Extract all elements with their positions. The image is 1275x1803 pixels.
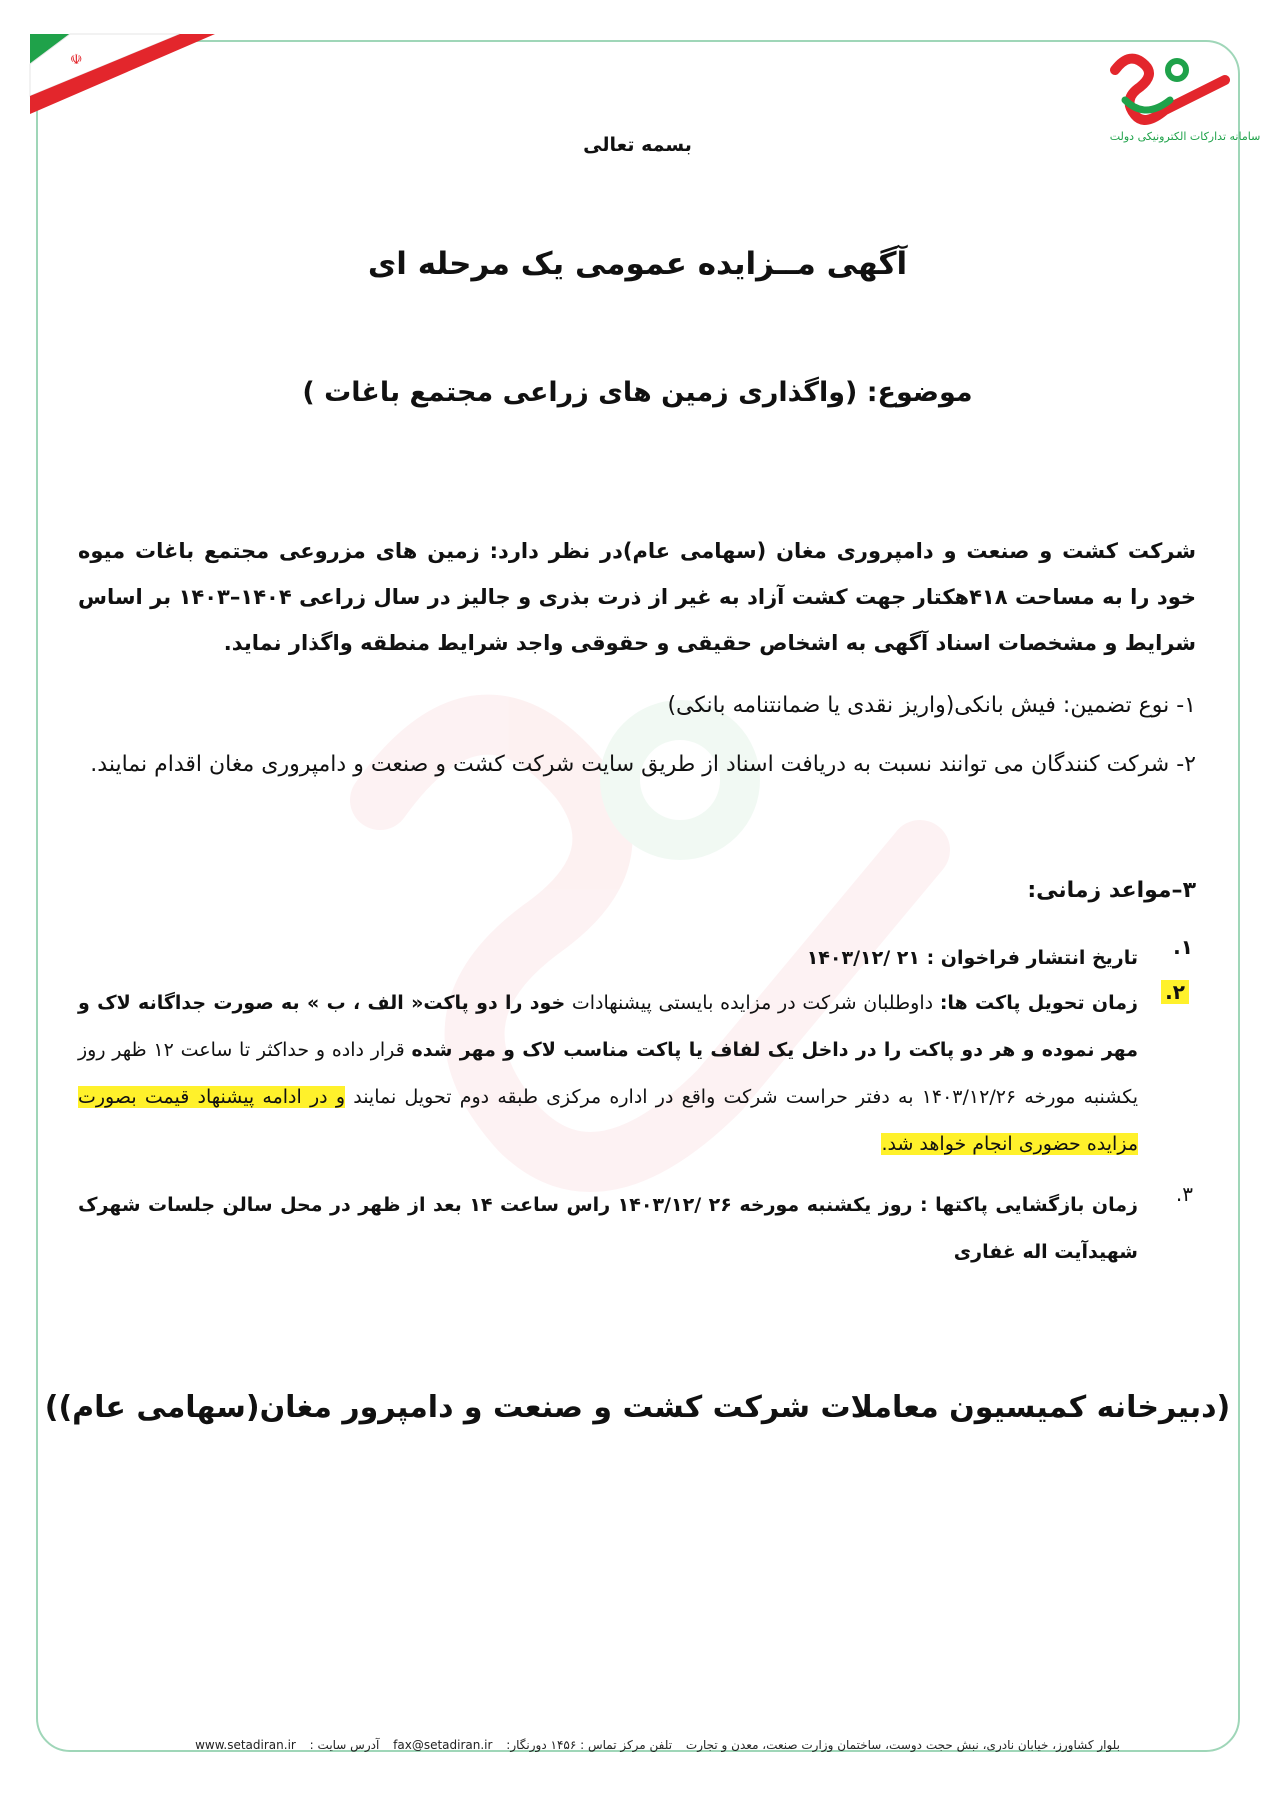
footer-site-label: آدرس سایت :: [309, 1738, 380, 1752]
setad-logo: [1095, 40, 1261, 180]
footer-fax: fax@setadiran.ir: [393, 1738, 493, 1752]
delivery-label: زمان تحویل پاکت ها:: [939, 992, 1138, 1014]
clause-guarantee: ۱- نوع تضمین: فیش بانکی(واریز نقدی یا ضمانتنامه بانکی): [667, 693, 1196, 718]
page-title: آگهی مــزایده عمومی یک مرحله ای: [367, 246, 908, 282]
delivery-text-a: داوطلبان شرکت در مزایده بایستی پیشنهادات: [565, 992, 940, 1014]
closing-signature: (دبیرخانه کمیسیون معاملات شرکت کشت و صنعت و دامپرور مغان(سهامی عام)): [44, 1390, 1231, 1425]
subject-line: موضوع: (واگذاری زمین های زراعی مجتمع باغات ): [302, 377, 973, 408]
item-publication-date: تاریخ انتشار فراخوان : ۲۱ /۱۴۰۳/۱۲: [806, 947, 1138, 969]
clause-deadlines-heading: ۳–مواعد زمانی:: [1027, 878, 1196, 903]
iran-flag-ribbon: [30, 34, 220, 134]
item-number-2: ۲.: [1161, 980, 1189, 1004]
footer-site: www.setadiran.ir: [195, 1738, 296, 1752]
item-envelope-delivery: [78, 980, 1138, 1168]
basmala: بسمه تعالی: [583, 134, 692, 156]
clause-documents: ۲- شرکت کنندگان می توانند نسبت به دریافت اسناد از طریق سایت شرکت کشت و صنعت و دامپروری مغان اقدام نمایند.: [90, 752, 1196, 777]
item-opening-time: زمان بازگشایی پاکتها : روز یکشنبه مورخه ۲۶ /۱۴۰۳/۱۲ راس ساعت ۱۴ بعد از ظهر در محل سالن جلسات شهرک شهیدآیت اله غفاری: [78, 1194, 1138, 1263]
page-footer: [160, 1738, 1120, 1752]
item-number-3: ۳.: [1175, 1182, 1193, 1206]
footer-address: بلوار کشاورز، خیابان نادری، نبش حجت دوست، ساختمان وزارت صنعت، معدن و تجارت: [685, 1738, 1120, 1752]
footer-phone: تلفن مرکز تماس : ۱۴۵۶ دورنگار:: [506, 1738, 673, 1752]
logo-text: سامانه تدارکات الکترونیکی دولت: [1109, 130, 1261, 143]
delivery-bold-a: خود را دو پاکت« الف ، ب » به صورت جداگانه لاک و مهر نموده و هر دو پاکت را در داخل یک لفاف یا پاکت مناسب لاک و مهر شده: [78, 992, 1138, 1061]
delivery-text-b: قرار داده و حداکثر تا ساعت ۱۲ ظهر روز یکشنبه مورخه ۱۴۰۳/۱۲/۲۶ به دفتر حراست شرکت واقع در اداره مرکزی طبقه دوم تحویل نمایند: [78, 1039, 1139, 1108]
item-number-1: ۱.: [1173, 935, 1193, 959]
intro-paragraph: شرکت کشت و صنعت و دامپروری مغان (سهامی عام)در نظر دارد: زمین های مزروعی مجتمع باغات میوه خود را به مساحت ۴۱۸هکتار جهت کشت آزاد به غیر از ذرت بذری و جالیز در سال زراعی ۱۴۰۴–۱۴۰۳ بر اساس شرایط و مشخصات اسناد آگهی به اشخاص حقیقی و حقوقی واجد شرایط منطقه واگذار نماید.: [78, 539, 1197, 655]
delivery-highlight: و در ادامه پیشنهاد قیمت بصورت مزایده حضوری انجام خواهد شد.: [78, 1086, 1138, 1155]
svg-text:☫: ☫: [70, 52, 83, 68]
